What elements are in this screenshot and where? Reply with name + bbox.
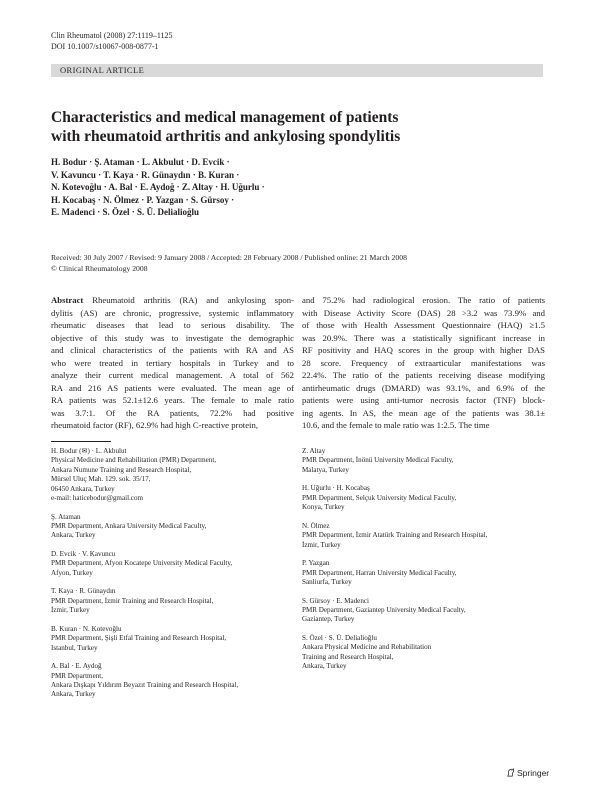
- affiliation-line: Ankara, Turkey: [51, 531, 96, 540]
- abstract-line: [51, 294, 294, 307]
- author-list: [51, 156, 451, 219]
- abstract-left-column: [51, 294, 294, 432]
- affiliation-line: İzmir, Turkey: [302, 540, 341, 549]
- abstract-line-text: patients were using anti-tumor necrosis factor (TNF) block-: [302, 395, 545, 405]
- abstract-line-text: antirheumatic drugs (DMARD) was 93.1%, and 6.9% of the: [302, 382, 545, 393]
- author-line: H. Bodur · Ş. Ataman · L. Akbulut · D. Evcik ·: [51, 157, 230, 167]
- abstract-line-text: and clinical characteristics of the patients with RA and AS: [51, 345, 294, 355]
- affiliation-authors: P. Yazgan: [302, 559, 330, 568]
- affiliation-block: [51, 447, 291, 503]
- affiliation-line: PMR Department, Afyon Kocatepe University Medical Faculty,: [51, 559, 233, 568]
- affiliation-line: Physical Medicine and Rehabilitation (PMR) Department,: [51, 456, 217, 465]
- affiliation-line: Afyon, Turkey: [51, 568, 93, 577]
- abstract-line-text: objective of this study was to investigate the demographic: [51, 332, 294, 343]
- abstract-line: [302, 407, 545, 420]
- abstract-line: [302, 344, 545, 357]
- date-history: Received: 30 July 2007 / Revised: 9 January 2008 / Accepted: 28 February 2008 / Published online: 21 March 2008: [51, 253, 407, 262]
- affiliation-authors: H. Bodur (✉) · L. Akbulut: [51, 447, 127, 455]
- author-line: E. Madenci · S. Özel · S. Ü. Delialioğlu: [51, 207, 200, 218]
- affiliation-authors: A. Bal · E. Aydoğ: [51, 662, 102, 671]
- publisher-logo: [506, 768, 549, 779]
- abstract-line: [51, 369, 294, 382]
- affiliation-line: PMR Department, Şişli Etfal Training and Research Hospital,: [51, 634, 227, 643]
- affiliation-line: PMR Department, Ankara University Medical Faculty,: [51, 522, 207, 531]
- title-line: Characteristics and medical management of patients: [51, 109, 399, 126]
- affiliation-authors: D. Evcik · V. Kavuncu: [51, 550, 116, 559]
- affiliation-block: [51, 513, 291, 541]
- abstract-line: [302, 319, 545, 332]
- affiliation-authors: T. Kaya · R. Günaydın: [51, 587, 116, 596]
- affiliations-left-column: [51, 447, 291, 709]
- abstract-line-text: Rheumatoid arthritis (RA) and ankylosing spon-: [92, 295, 294, 305]
- abstract-line: [51, 394, 294, 407]
- abstract-line-text: who were treated in tertiary hospitals in Turkey and to: [51, 357, 294, 368]
- copyright: © Clinical Rheumatology 2008: [51, 263, 148, 273]
- affiliation-authors: N. Ölmez: [302, 521, 330, 530]
- affiliation-authors: Ş. Ataman: [51, 512, 81, 521]
- affiliation-block: [302, 447, 542, 475]
- article-type: ORIGINAL ARTICLE: [60, 65, 145, 75]
- author-line: V. Kavuncu · T. Kaya · R. Günaydın · B. Kuran ·: [51, 169, 240, 180]
- abstract-right-column: [302, 294, 545, 432]
- doi: DOI 10.1007/s10067-008-0877-1: [51, 42, 159, 51]
- abstract-line-text: was 3.7:1. Of the RA patients, 72.2% had positive: [51, 407, 294, 418]
- abstract-line-text: RF positivity and HAQ scores in the group with higher DAS: [302, 345, 545, 355]
- affiliation-block: [51, 550, 291, 578]
- abstract-line-text: analyze their current medical management. A total of 562: [51, 370, 294, 380]
- affiliation-block: [51, 625, 291, 653]
- article-title: [51, 108, 521, 146]
- abstract-line: [302, 394, 545, 407]
- abstract-line-text: with Disease Activity Score (DAS) 28 >3.2 was 73.9% and: [302, 307, 545, 318]
- abstract-line-text: rheumatic diseases that lead to serious disability. The: [51, 320, 294, 330]
- journal-citation: Clin Rheumatol (2008) 27:1119–1125: [51, 31, 173, 40]
- affiliation-line: İzmir, Turkey: [51, 606, 90, 615]
- abstract-line: [302, 419, 545, 432]
- affiliation-authors: Z. Altay: [302, 447, 326, 455]
- abstract-line-text: RA and 216 AS patients were evaluated. The mean age of: [51, 382, 294, 393]
- affiliation-block: [51, 662, 291, 700]
- affiliation-line: Gaziantep, Turkey: [302, 615, 355, 624]
- affiliation-authors: S. Gürsoy · E. Madenci: [302, 596, 369, 605]
- abstract-line: [302, 332, 545, 345]
- affiliation-authors: B. Kuran · N. Kotevoğlu: [51, 624, 122, 633]
- affiliation-block: [302, 597, 542, 625]
- abstract-line: [51, 344, 294, 357]
- affiliation-line: PMR Department, İnönü University Medical Faculty,: [302, 456, 454, 465]
- affiliation-line: PMR Department, Gaziantep University Medical Faculty,: [302, 606, 466, 615]
- abstract-line: [51, 319, 294, 332]
- affiliation-block: [51, 587, 291, 615]
- affiliation-line: PMR Department, Selçuk University Medical Faculty,: [302, 493, 457, 502]
- affiliations-right-column: [302, 447, 542, 681]
- affiliation-block: [302, 522, 542, 550]
- affiliation-block: [302, 484, 542, 512]
- title-line: with rheumatoid arthritis and ankylosing spondylitis: [51, 128, 401, 145]
- affiliation-line: PMR Department,: [51, 671, 104, 680]
- affiliation-line: Konya, Turkey: [302, 503, 345, 512]
- affiliation-line: PMR Department, İzmir Atatürk Training and Research Hospital,: [302, 531, 488, 540]
- affiliation-block: [302, 559, 542, 587]
- publication-dates: [51, 253, 543, 274]
- abstract-line-text: of those with Health Assessment Questionnaire (HAQ) ≥1.5: [302, 320, 545, 330]
- author-line: N. Kotevoğlu · A. Bal · E. Aydoğ · Z. Altay · H. Uğurlu ·: [51, 182, 265, 193]
- abstract-line-text: RA patients was 52.1±12.6 years. The female to male ratio: [51, 395, 294, 405]
- affiliation-line: PMR Department, İzmir Training and Research Hospital,: [51, 596, 214, 605]
- affiliation-line: 06450 Ankara, Turkey: [51, 484, 115, 493]
- affiliation-line: Ankara Physical Medicine and Rehabilitation: [302, 643, 432, 652]
- affiliation-line: Mürsel Uluç Mah. 129. sok. 35/17,: [51, 475, 151, 484]
- affiliation-line: Ankara Numune Training and Research Hospital,: [51, 465, 192, 474]
- abstract-line: [51, 407, 294, 420]
- affiliation-authors: S. Özel · S. Ü. Delialioğlu: [302, 634, 377, 643]
- abstract-line-text: 28 score. Frequency of extraarticular manifestations was: [302, 357, 545, 368]
- footnote-rule: [51, 441, 111, 442]
- abstract-line-text: 10.6, and the female to male ratio was 1:2.5. The time: [302, 420, 490, 430]
- affiliation-authors: H. Uğurlu · H. Kocabaş: [302, 484, 370, 493]
- affiliation-line: Training and Research Hospital,: [302, 652, 394, 661]
- affiliation-line: e-mail: haticebodur@gmail.com: [51, 494, 144, 503]
- abstract-line: [51, 382, 294, 395]
- abstract-line: [302, 294, 545, 307]
- abstract-line-text: was 20.9%. There was a statistically significant increase in: [302, 332, 545, 343]
- abstract-line-text: and 75.2% had radiological erosion. The ratio of patients: [302, 295, 545, 305]
- affiliation-block: [302, 634, 542, 672]
- abstract-line: [51, 419, 294, 432]
- article-type-bar: [51, 64, 543, 77]
- abstract-line: [302, 357, 545, 370]
- springer-horse-icon: [506, 768, 515, 777]
- affiliation-line: Ankara Dışkapı Yıldırım Beyazıt Training and Research Hospital,: [51, 681, 239, 690]
- affiliation-line: PMR Department, Harran University Medical Faculty,: [302, 568, 457, 577]
- abstract-line: [51, 357, 294, 370]
- abstract-line: [302, 369, 545, 382]
- abstract-line: [302, 307, 545, 320]
- affiliation-line: Istanbul, Turkey: [51, 643, 98, 652]
- abstract-line: [51, 332, 294, 345]
- abstract-line: [302, 382, 545, 395]
- abstract-label: Abstract: [51, 295, 84, 305]
- abstract-line-text: dylitis (AS) are chronic, progressive, systemic inflammatory: [51, 307, 294, 318]
- journal-reference: [51, 30, 173, 52]
- abstract-line: [51, 307, 294, 320]
- publisher-name: Springer: [517, 768, 550, 778]
- abstract-line-text: 22.4%. The ratio of the patients receiving disease modifying: [302, 370, 545, 380]
- abstract-line-text: ing agents. In AS, the mean age of the patients was 38.1±: [302, 407, 545, 418]
- affiliation-line: Malatya, Turkey: [302, 465, 349, 474]
- author-line: H. Kocabaş · N. Ölmez · P. Yazgan · S. Gürsoy ·: [51, 194, 235, 205]
- affiliation-line: Sanliurfa, Turkey: [302, 578, 352, 587]
- abstract-line-text: rheumatoid factor (RF), 62.9% had high C-reactive protein,: [51, 420, 258, 430]
- affiliation-line: Ankara, Turkey: [51, 690, 96, 699]
- affiliation-line: Ankara, Turkey: [302, 662, 347, 671]
